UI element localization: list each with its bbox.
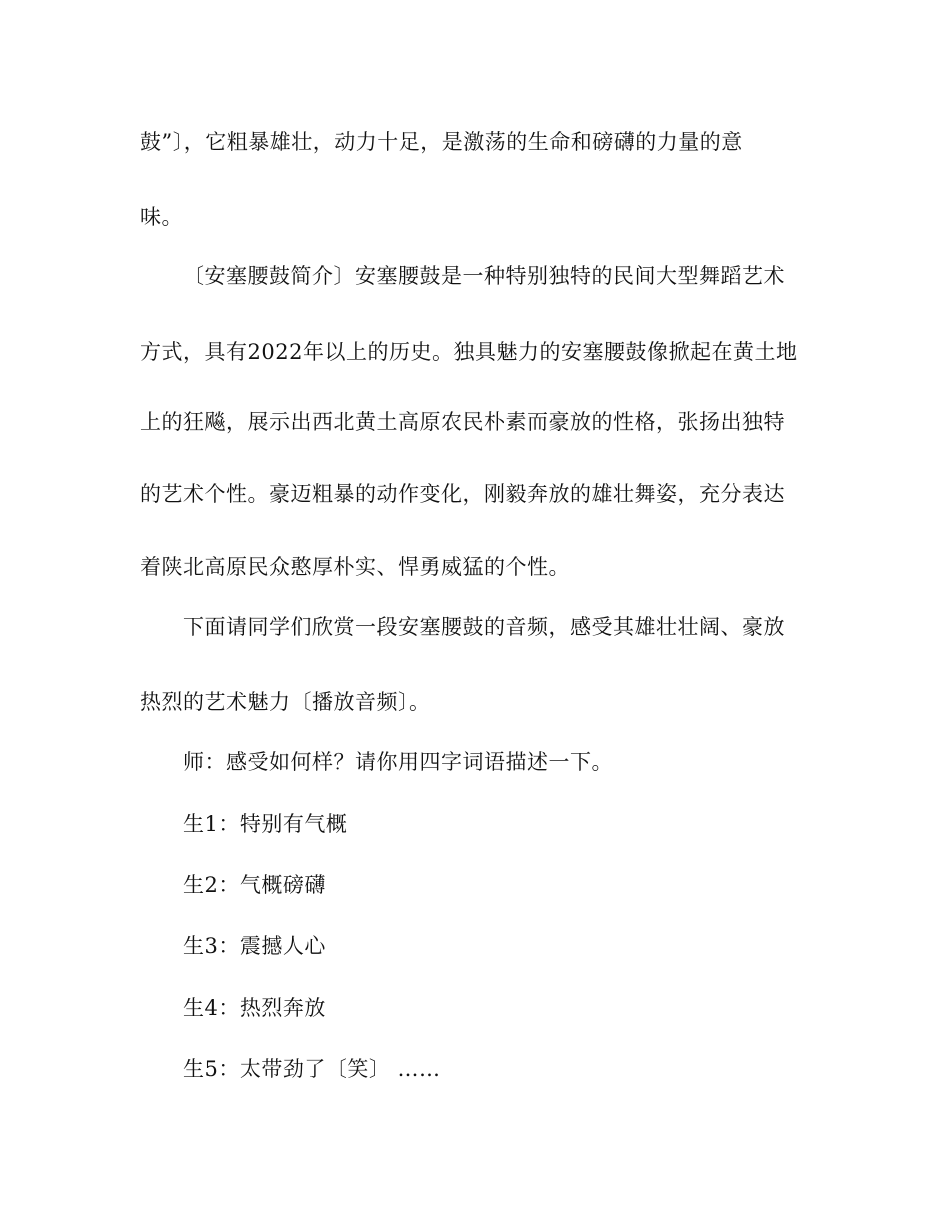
student-answer-line: 生4：热烈奔放 xyxy=(183,996,326,1020)
student-answer-line: 生2：气概磅礴 xyxy=(183,873,326,897)
student-answer-line: 生3：震撼人心 xyxy=(183,934,326,958)
text-line: 着陕北高原民众憨厚朴实、悍勇威猛的个性。 xyxy=(140,555,570,579)
text-line: 味。 xyxy=(140,205,183,229)
paragraph-intro-line: 〔安塞腰鼓简介〕安塞腰鼓是一种特别独特的民间大型舞蹈艺术 xyxy=(183,264,785,288)
teacher-question-line: 师：感受如何样？请你用四字词语描述一下。 xyxy=(183,750,613,774)
text-line: 方式，具有2022年以上的历史。独具魅力的安塞腰鼓像掀起在黄土地 xyxy=(140,340,798,364)
text-line: 的艺术个性。豪迈粗暴的动作变化，刚毅奔放的雄壮舞姿，充分表达 xyxy=(140,482,785,506)
text-line: 上的狂飚，展示出西北黄土高原农民朴素而豪放的性格，张扬出独特 xyxy=(140,410,785,434)
student-answer-line: 生5：太带劲了〔笑〕 …… xyxy=(183,1057,441,1081)
student-answer-line: 生1：特别有气概 xyxy=(183,812,348,836)
text-line: 鼓”〕，它粗暴雄壮，动力十足，是激荡的生命和磅礴的力量的意 xyxy=(140,130,743,154)
paragraph-audio-line: 下面请同学们欣赏一段安塞腰鼓的音频，感受其雄壮壮阔、豪放 xyxy=(183,615,785,639)
text-line: 热烈的艺术魅力〔播放音频〕。 xyxy=(140,690,431,714)
